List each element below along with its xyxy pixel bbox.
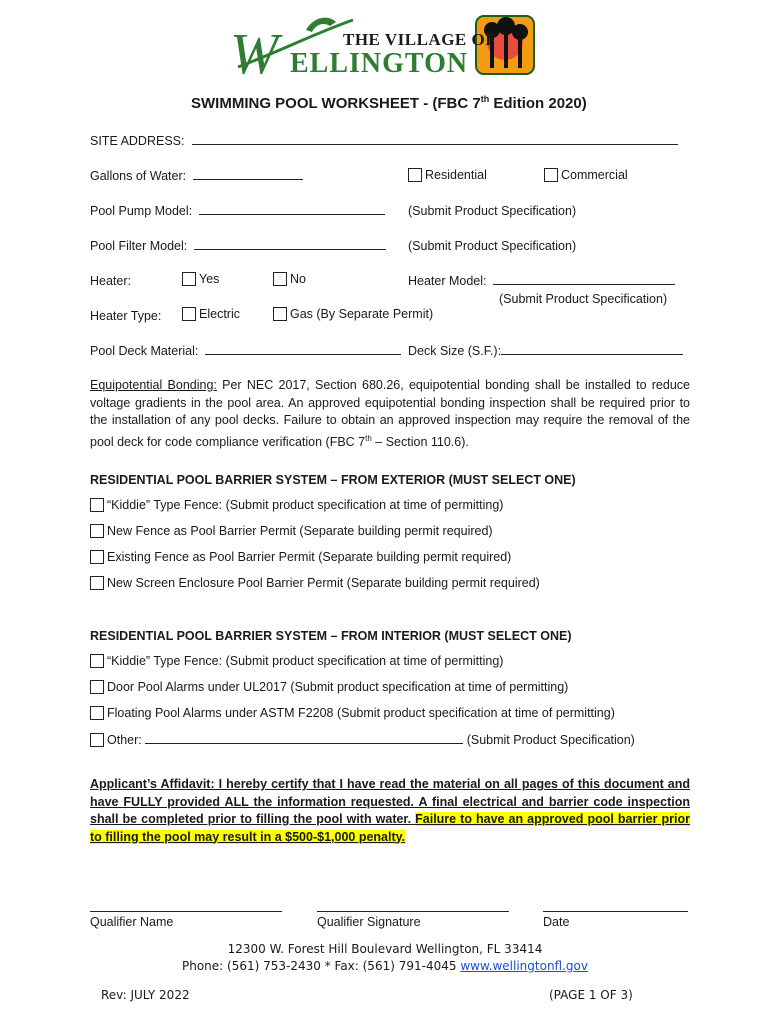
logo-initial: W — [230, 21, 279, 86]
deck-material-row — [90, 344, 401, 358]
filter-spec-note: (Submit Product Specification) — [408, 239, 577, 253]
page-title — [191, 94, 587, 112]
interior-heading: RESIDENTIAL POOL BARRIER SYSTEM – FROM INTERIOR (MUST SELECT ONE) — [90, 629, 572, 643]
filter-field[interactable] — [194, 248, 386, 250]
electric-label: Electric — [199, 307, 240, 321]
qualifier-signature-label: Qualifier Signature — [317, 915, 421, 929]
heater-no-label: No — [290, 272, 306, 286]
footer-phone: Phone: (561) 753-2430 * Fax: (561) 791-4045 — [182, 959, 457, 973]
pump-row — [90, 204, 385, 218]
date-label: Date — [543, 915, 570, 929]
exterior-checkbox-1[interactable] — [90, 498, 104, 512]
exterior-label-1: “Kiddie” Type Fence: (Submit product specification at time of permitting) — [107, 498, 504, 512]
qualifier-signature-line[interactable] — [317, 911, 509, 912]
gas-option[interactable] — [273, 307, 433, 321]
bonding-heading: Equipotential Bonding: — [90, 378, 217, 392]
interior-checkbox-1[interactable] — [90, 654, 104, 668]
date-line[interactable] — [543, 911, 688, 912]
heater-model-label: Heater Model: — [408, 274, 487, 288]
interior-other-label: Other: — [107, 733, 142, 747]
heater-no-option[interactable] — [273, 272, 306, 286]
exterior-label-4: New Screen Enclosure Pool Barrier Permit (Separate building permit required) — [107, 576, 540, 590]
interior-option-other[interactable] — [90, 733, 635, 747]
pump-label: Pool Pump Model: — [90, 204, 193, 218]
gallons-row — [90, 169, 303, 183]
footer-page: (PAGE 1 OF 3) — [549, 988, 633, 1002]
bonding-sup: th — [365, 433, 372, 443]
filter-label: Pool Filter Model: — [90, 239, 188, 253]
gas-label: Gas (By Separate Permit) — [290, 307, 434, 321]
title-rest: Edition 2020) — [489, 95, 587, 112]
deck-material-field[interactable] — [205, 353, 401, 355]
interior-other-suffix: (Submit Product Specification) — [466, 733, 635, 747]
filter-row — [90, 239, 386, 253]
footer-address: 12300 W. Forest Hill Boulevard Wellington, FL 33414 — [227, 942, 543, 956]
deck-material-label: Pool Deck Material: — [90, 344, 199, 358]
exterior-label-3: Existing Fence as Pool Barrier Permit (Separate building permit required) — [107, 550, 512, 564]
website-link[interactable]: www.wellingtonfl.gov — [460, 959, 588, 973]
logo-line2: ELLINGTON — [290, 48, 469, 79]
exterior-checkbox-3[interactable] — [90, 550, 104, 564]
deck-size-field[interactable] — [501, 353, 683, 355]
qualifier-name-label: Qualifier Name — [90, 915, 174, 929]
qualifier-name-line[interactable] — [90, 911, 282, 912]
exterior-option-4[interactable] — [90, 576, 540, 590]
bonding-text: Per NEC 2017, Section 680.26, equipotential bonding shall be installed to reduce voltage gradients in the pool area. An approved equipotential bonding inspection shall be required prior to the installation of any pool decks. Failure to obtain an approved inspection may require the removal of the pool deck for code compliance verification (FBC 7 — [90, 378, 690, 449]
heater-model-row — [408, 274, 675, 288]
interior-checkbox-2[interactable] — [90, 680, 104, 694]
exterior-option-2[interactable] — [90, 524, 493, 538]
exterior-label-2: New Fence as Pool Barrier Permit (Separate building permit required) — [107, 524, 493, 538]
gallons-label: Gallons of Water: — [90, 169, 187, 183]
interior-checkbox-3[interactable] — [90, 706, 104, 720]
gallons-field[interactable] — [193, 178, 303, 180]
footer-contact — [0, 959, 770, 973]
heater-yes-label: Yes — [199, 272, 220, 286]
heater-label: Heater: — [90, 274, 131, 288]
logo-line1: THE VILLAGE OF — [343, 30, 497, 49]
affidavit-paragraph — [90, 776, 690, 846]
interior-option-3[interactable] — [90, 706, 615, 720]
village-logo — [218, 12, 538, 86]
site-address-label: SITE ADDRESS: — [90, 134, 185, 148]
interior-option-2[interactable] — [90, 680, 568, 694]
residential-label: Residential — [425, 168, 487, 182]
interior-option-1[interactable] — [90, 654, 503, 668]
footer-rev: Rev: JULY 2022 — [101, 988, 190, 1002]
deck-size-label: Deck Size (S.F.): — [408, 344, 502, 358]
commercial-label: Commercial — [561, 168, 628, 182]
exterior-checkbox-4[interactable] — [90, 576, 104, 590]
affidavit-penalty-highlight: Failure to have an approved pool barrier prior to filling the pool may result in a $500-$1,000 penalty. — [90, 812, 690, 844]
heater-yes-option[interactable] — [182, 272, 219, 286]
exterior-heading: RESIDENTIAL POOL BARRIER SYSTEM – FROM EXTERIOR (MUST SELECT ONE) — [90, 473, 576, 487]
interior-other-field[interactable] — [145, 742, 463, 744]
commercial-option[interactable] — [544, 168, 628, 182]
interior-label-1: “Kiddie” Type Fence: (Submit product specification at time of permitting) — [107, 654, 504, 668]
interior-label-3: Floating Pool Alarms under ASTM F2208 (Submit product specification at time of permitting) — [107, 706, 615, 720]
title-sup: th — [480, 94, 490, 104]
pump-spec-note: (Submit Product Specification) — [408, 204, 577, 218]
residential-option[interactable] — [408, 168, 487, 182]
interior-checkbox-other[interactable] — [90, 733, 104, 747]
residential-checkbox[interactable] — [408, 168, 422, 182]
gas-checkbox[interactable] — [273, 307, 287, 321]
exterior-option-1[interactable] — [90, 498, 503, 512]
pump-field[interactable] — [199, 213, 385, 215]
affidavit-text: Applicant’s Affidavit: I hereby certify that I have read the material on all pages of this document and have FULLY provided ALL the information requested. A final electrical and barrier code inspection shall be completed prior to filling the pool with water. — [90, 777, 690, 826]
exterior-checkbox-2[interactable] — [90, 524, 104, 538]
deck-size-row — [408, 344, 683, 358]
site-address-field[interactable] — [192, 143, 678, 145]
heater-no-checkbox[interactable] — [273, 272, 287, 286]
bonding-paragraph — [90, 377, 690, 451]
title-main: SWIMMING POOL WORKSHEET - (FBC 7 — [191, 95, 481, 112]
heater-spec-note: (Submit Product Specification) — [499, 292, 668, 306]
interior-label-2: Door Pool Alarms under UL2017 (Submit product specification at time of permitting) — [107, 680, 569, 694]
site-address-row — [90, 134, 678, 148]
heater-model-field[interactable] — [493, 283, 675, 285]
exterior-option-3[interactable] — [90, 550, 511, 564]
electric-checkbox[interactable] — [182, 307, 196, 321]
bonding-text-end: – Section 110.6). — [371, 434, 469, 449]
electric-option[interactable] — [182, 307, 240, 321]
heater-type-label: Heater Type: — [90, 309, 162, 323]
heater-yes-checkbox[interactable] — [182, 272, 196, 286]
commercial-checkbox[interactable] — [544, 168, 558, 182]
